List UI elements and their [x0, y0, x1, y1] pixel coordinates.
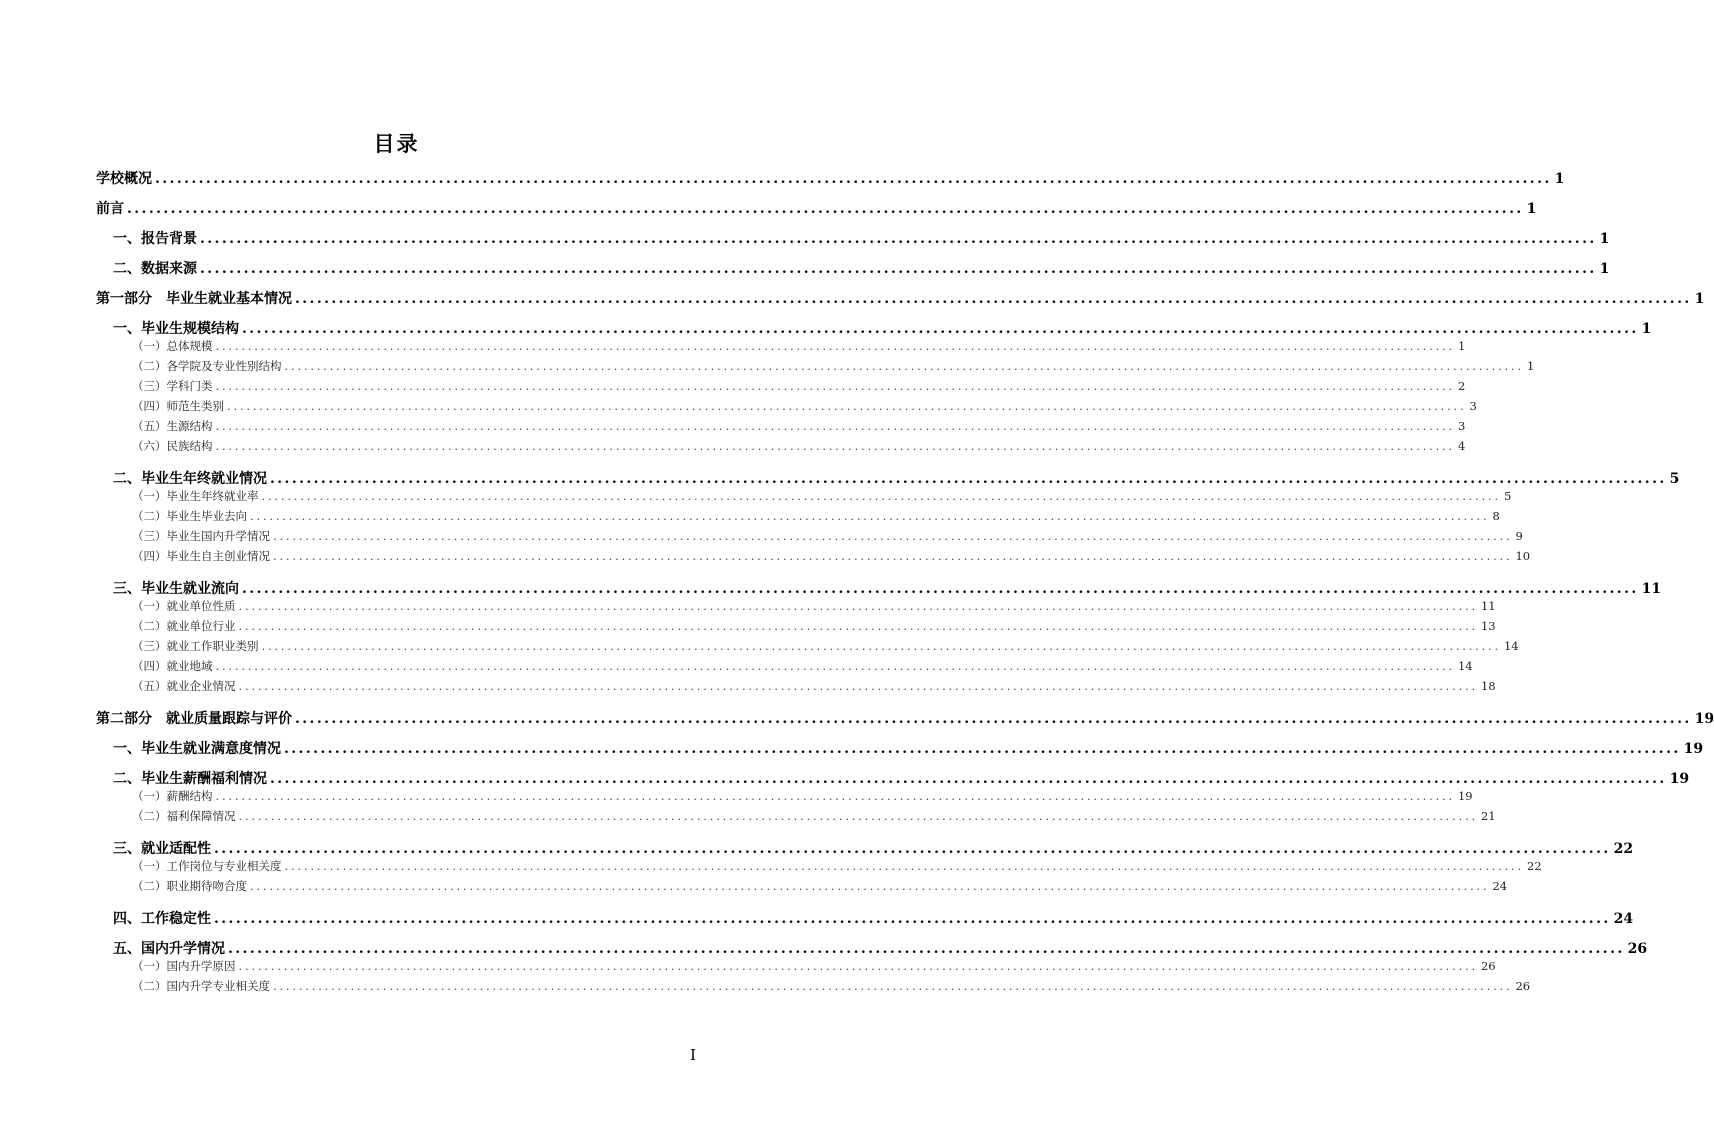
toc-entry-label: （五）生源结构: [132, 419, 213, 433]
toc-entry-label: 前言: [96, 201, 124, 217]
toc-entry-label: （四）毕业生自主创业情况: [132, 549, 270, 563]
toc-leader-dots: ................................................................................................................................................................................................: [155, 171, 1552, 187]
toc-entry[interactable]: [96, 358, 1535, 378]
toc-entry[interactable]: [96, 808, 1496, 828]
toc-leader-dots: ................................................................................................................................................................................................: [238, 959, 1478, 973]
toc-entry-label: 一、毕业生就业满意度情况: [113, 741, 281, 757]
toc-entry-page: 1: [1526, 359, 1535, 373]
toc-entry-label: （二）各学院及专业性别结构: [132, 359, 282, 373]
toc-entry-page: 26: [1515, 979, 1531, 993]
toc-entry[interactable]: [96, 528, 1523, 548]
toc-entry-page: 8: [1492, 509, 1500, 523]
toc-leader-dots: ................................................................................................................................................................................................: [214, 841, 1611, 857]
toc-entry[interactable]: [96, 198, 1537, 218]
toc-entry-page: 13: [1480, 619, 1496, 633]
toc-entry-label: （二）就业单位行业: [132, 619, 236, 633]
toc-leader-dots: ................................................................................................................................................................................................: [270, 471, 1667, 487]
toc-leader-dots: ................................................................................................................................................................................................: [284, 859, 1524, 873]
toc-leader-dots: ................................................................................................................................................................................................: [295, 291, 1692, 307]
toc-entry[interactable]: [96, 548, 1531, 568]
toc-entry[interactable]: [96, 768, 1690, 788]
toc-entry-page: 1: [1599, 261, 1610, 277]
toc-entry[interactable]: [96, 228, 1610, 248]
toc-entry-page: 1: [1694, 291, 1705, 307]
toc-entry-label: 学校概况: [96, 171, 152, 187]
toc-entry-page: 4: [1457, 439, 1466, 453]
toc-entry-page: 5: [1503, 489, 1512, 503]
toc-title: 目录: [373, 131, 420, 156]
toc-entry-page: 3: [1457, 419, 1466, 433]
toc-entry-page: 1: [1554, 171, 1565, 187]
toc-entry-page: 21: [1480, 809, 1496, 823]
toc-entry[interactable]: [96, 738, 1704, 758]
toc-leader-dots: ................................................................................................................................................................................................: [215, 789, 1455, 803]
toc-entry[interactable]: [96, 418, 1466, 438]
toc-entry-page: 22: [1526, 859, 1542, 873]
toc-leader-dots: ................................................................................................................................................................................................: [200, 261, 1597, 277]
toc-entry-page: 24: [1492, 879, 1508, 893]
toc-entry-label: 一、毕业生规模结构: [113, 321, 239, 337]
toc-entry-label: （一）总体规模: [132, 339, 213, 353]
toc-entry-label: （一）薪酬结构: [132, 789, 213, 803]
toc-entry[interactable]: [96, 338, 1466, 358]
toc-entry[interactable]: [96, 878, 1508, 898]
toc-entry-label: （二）国内升学专业相关度: [132, 979, 270, 993]
toc-leader-dots: ................................................................................................................................................................................................: [250, 509, 1490, 523]
toc-entry[interactable]: [96, 578, 1662, 598]
toc-entry-page: 1: [1526, 201, 1537, 217]
toc-entry-page: 11: [1480, 599, 1496, 613]
toc-entry-label: （六）民族结构: [132, 439, 213, 453]
toc-leader-dots: ................................................................................................................................................................................................: [270, 771, 1667, 787]
toc-leader-dots: ................................................................................................................................................................................................: [273, 529, 1513, 543]
toc-entry-page: 26: [1480, 959, 1496, 973]
toc-entry-label: （一）毕业生年终就业率: [132, 489, 259, 503]
toc-entry[interactable]: [96, 658, 1473, 678]
toc-entry[interactable]: [96, 288, 1705, 308]
toc-entry-label: （二）毕业生毕业去向: [132, 509, 247, 523]
toc-entry[interactable]: [96, 838, 1634, 858]
toc-leader-dots: ................................................................................................................................................................................................: [273, 979, 1513, 993]
toc-entry[interactable]: [96, 958, 1496, 978]
toc-entry-label: 三、毕业生就业流向: [113, 581, 239, 597]
toc-leader-dots: ................................................................................................................................................................................................: [238, 599, 1478, 613]
toc-entry[interactable]: [96, 438, 1466, 458]
toc-leader-dots: ................................................................................................................................................................................................: [215, 439, 1455, 453]
toc-entry-label: 二、毕业生薪酬福利情况: [113, 771, 267, 787]
toc-entry-label: 二、数据来源: [113, 261, 197, 277]
toc-leader-dots: ................................................................................................................................................................................................: [238, 619, 1478, 633]
toc-leader-dots: ................................................................................................................................................................................................: [215, 659, 1455, 673]
toc-entry-label: （一）工作岗位与专业相关度: [132, 859, 282, 873]
page-number: I: [690, 1046, 696, 1064]
toc-entry-page: 10: [1515, 549, 1531, 563]
toc-entry[interactable]: [96, 708, 1714, 728]
toc-entry[interactable]: [96, 318, 1652, 338]
toc-entry-label: 二、毕业生年终就业情况: [113, 471, 267, 487]
toc-entry-label: （二）职业期待吻合度: [132, 879, 247, 893]
toc-entry[interactable]: [96, 908, 1634, 928]
toc-leader-dots: ................................................................................................................................................................................................: [284, 741, 1681, 757]
toc-leader-dots: ................................................................................................................................................................................................: [295, 711, 1692, 727]
toc-leader-dots: ................................................................................................................................................................................................: [215, 419, 1455, 433]
toc-leader-dots: ................................................................................................................................................................................................: [242, 581, 1639, 597]
toc-entry-page: 14: [1503, 639, 1519, 653]
toc-entry[interactable]: [96, 258, 1610, 278]
toc-entry[interactable]: [96, 788, 1473, 808]
toc-leader-dots: ................................................................................................................................................................................................: [227, 399, 1467, 413]
toc-entry-page: 22: [1613, 841, 1634, 857]
toc-entry-page: 19: [1669, 771, 1690, 787]
toc-leader-dots: ................................................................................................................................................................................................: [215, 339, 1455, 353]
toc-entry[interactable]: [96, 468, 1680, 488]
toc-leader-dots: ................................................................................................................................................................................................: [250, 879, 1490, 893]
toc-entry[interactable]: [96, 638, 1519, 658]
toc-entry-page: 14: [1457, 659, 1473, 673]
toc-entry-label: 三、就业适配性: [113, 841, 211, 857]
toc-leader-dots: ................................................................................................................................................................................................: [238, 679, 1478, 693]
toc-entry-label: （一）就业单位性质: [132, 599, 236, 613]
toc-entry[interactable]: [96, 678, 1496, 698]
toc-entry-label: 五、国内升学情况: [113, 941, 225, 957]
toc-entry-page: 9: [1515, 529, 1523, 543]
toc-entry-page: 19: [1694, 711, 1714, 727]
toc-entry[interactable]: [96, 488, 1512, 508]
toc-leader-dots: ................................................................................................................................................................................................: [261, 639, 1501, 653]
toc-entry[interactable]: [96, 598, 1496, 618]
toc-entry-page: 5: [1669, 471, 1680, 487]
toc-entry[interactable]: [96, 168, 1565, 188]
toc-entry[interactable]: [96, 378, 1466, 398]
toc-entry-label: 一、报告背景: [113, 231, 197, 247]
toc-leader-dots: ................................................................................................................................................................................................: [228, 941, 1625, 957]
toc-entry[interactable]: [96, 938, 1648, 958]
toc-entry-label: 四、工作稳定性: [113, 911, 211, 927]
toc-leader-dots: ................................................................................................................................................................................................: [261, 489, 1501, 503]
toc-entry[interactable]: [96, 398, 1477, 418]
toc-entry-page: 26: [1627, 941, 1648, 957]
toc-leader-dots: ................................................................................................................................................................................................: [273, 549, 1513, 563]
toc-leader-dots: ................................................................................................................................................................................................: [214, 911, 1611, 927]
toc-entry-page: 19: [1683, 741, 1704, 757]
toc-leader-dots: ................................................................................................................................................................................................: [238, 809, 1478, 823]
toc-entry-label: （五）就业企业情况: [132, 679, 236, 693]
toc-leader-dots: ................................................................................................................................................................................................: [127, 201, 1524, 217]
toc-entry-label: （三）就业工作职业类别: [132, 639, 259, 653]
toc-entry-page: 19: [1457, 789, 1473, 803]
toc-entry[interactable]: [96, 858, 1542, 878]
toc-entry-label: （一）国内升学原因: [132, 959, 236, 973]
toc-entry-page: 1: [1457, 339, 1466, 353]
toc-entry[interactable]: [96, 618, 1496, 638]
toc-entry-page: 2: [1457, 379, 1466, 393]
toc-entry-label: （四）就业地域: [132, 659, 213, 673]
table-of-contents: [96, 168, 1714, 998]
toc-leader-dots: ................................................................................................................................................................................................: [200, 231, 1597, 247]
toc-entry-page: 11: [1641, 581, 1662, 597]
toc-entry-label: （三）毕业生国内升学情况: [132, 529, 270, 543]
toc-entry-label: 第二部分 就业质量跟踪与评价: [96, 711, 292, 727]
toc-entry-page: 1: [1599, 231, 1610, 247]
toc-leader-dots: ................................................................................................................................................................................................: [284, 359, 1524, 373]
toc-entry-page: 1: [1641, 321, 1652, 337]
toc-entry-page: 24: [1613, 911, 1634, 927]
toc-leader-dots: ................................................................................................................................................................................................: [215, 379, 1455, 393]
toc-leader-dots: ................................................................................................................................................................................................: [242, 321, 1639, 337]
toc-entry-page: 18: [1480, 679, 1496, 693]
toc-entry-page: 3: [1469, 399, 1477, 413]
toc-entry-label: （二）福利保障情况: [132, 809, 236, 823]
toc-entry[interactable]: [96, 978, 1531, 998]
toc-entry-label: 第一部分 毕业生就业基本情况: [96, 291, 292, 307]
toc-entry-label: （四）师范生类别: [132, 399, 224, 413]
toc-entry-label: （三）学科门类: [132, 379, 213, 393]
toc-entry[interactable]: [96, 508, 1500, 528]
